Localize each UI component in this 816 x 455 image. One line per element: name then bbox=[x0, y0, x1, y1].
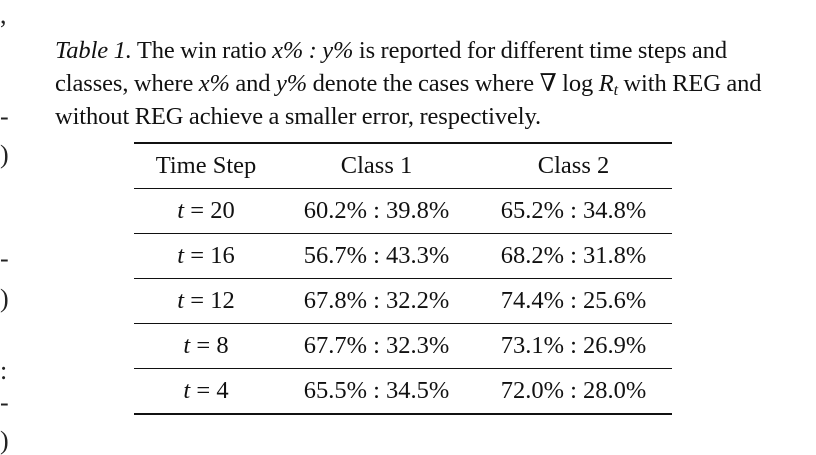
step-variable: t bbox=[183, 332, 191, 359]
edge-fragment: , bbox=[0, 0, 7, 29]
table-row bbox=[134, 279, 672, 324]
step-value: 8 bbox=[216, 332, 229, 359]
win-ratio-table bbox=[134, 142, 672, 415]
time-step-cell bbox=[134, 234, 278, 279]
r-variable: R bbox=[598, 70, 614, 97]
table-row bbox=[134, 369, 672, 415]
log-operator: log bbox=[562, 70, 594, 97]
edge-fragment: - bbox=[0, 244, 9, 273]
caption-text: denote the cases where bbox=[307, 70, 540, 97]
class-2-cell: 72.0% : 28.0% bbox=[500, 377, 647, 404]
step-value: 16 bbox=[210, 242, 235, 269]
caption-label: Table 1. bbox=[55, 37, 132, 64]
class-1-cell: 67.8% : 32.2% bbox=[303, 287, 450, 314]
class-1-cell: 60.2% : 39.8% bbox=[303, 197, 450, 224]
table-row bbox=[134, 189, 672, 234]
caption-text: The win ratio bbox=[131, 37, 273, 64]
table-row bbox=[134, 324, 672, 369]
table-row bbox=[134, 234, 672, 279]
edge-fragment: - bbox=[0, 102, 9, 131]
header-class-1: Class 1 bbox=[340, 152, 413, 179]
step-variable: t bbox=[177, 242, 185, 269]
caption-ratio-math: x% : y% bbox=[272, 37, 354, 64]
caption-x-math: x% bbox=[198, 70, 230, 97]
time-step-cell bbox=[134, 324, 278, 369]
edge-fragment: ) bbox=[0, 284, 9, 313]
class-1-cell: 65.5% : 34.5% bbox=[303, 377, 450, 404]
edge-fragment: - bbox=[0, 388, 9, 417]
step-variable: t bbox=[177, 287, 185, 314]
caption-y-math: y% bbox=[275, 70, 308, 97]
step-variable: t bbox=[177, 197, 185, 224]
class-2-cell: 65.2% : 34.8% bbox=[500, 197, 647, 224]
equals-sign: = bbox=[190, 197, 205, 224]
step-variable: t bbox=[183, 377, 191, 404]
caption-text: with REG and without REG achieve a smaller error, respectively. bbox=[55, 70, 762, 130]
equals-sign: = bbox=[190, 287, 205, 314]
table-header-row bbox=[134, 143, 672, 189]
equals-sign: = bbox=[190, 242, 205, 269]
class-2-cell: 74.4% : 25.6% bbox=[500, 287, 647, 314]
class-1-cell: 56.7% : 43.3% bbox=[303, 242, 450, 269]
edge-fragment: : bbox=[0, 356, 8, 385]
time-step-cell bbox=[134, 279, 278, 324]
time-step-cell bbox=[134, 189, 278, 234]
equals-sign: = bbox=[196, 377, 211, 404]
equals-sign: = bbox=[196, 332, 211, 359]
nabla-symbol: ∇ bbox=[539, 70, 557, 97]
class-2-cell: 73.1% : 26.9% bbox=[500, 332, 647, 359]
time-step-cell bbox=[134, 369, 278, 415]
table-caption bbox=[55, 34, 775, 133]
step-value: 12 bbox=[210, 287, 235, 314]
header-class-2: Class 2 bbox=[537, 152, 610, 179]
caption-text: is reported for different time steps bbox=[353, 37, 687, 64]
caption-text: and bbox=[229, 70, 276, 97]
caption-text: and classes, where bbox=[55, 37, 727, 97]
class-1-cell: 67.7% : 32.3% bbox=[303, 332, 450, 359]
class-2-cell: 68.2% : 31.8% bbox=[500, 242, 647, 269]
step-value: 20 bbox=[210, 197, 235, 224]
header-time-step: Time Step bbox=[155, 152, 257, 179]
r-subscript: t bbox=[613, 82, 618, 99]
edge-fragment: ) bbox=[0, 426, 9, 455]
step-value: 4 bbox=[216, 377, 229, 404]
edge-fragment: ) bbox=[0, 140, 9, 169]
